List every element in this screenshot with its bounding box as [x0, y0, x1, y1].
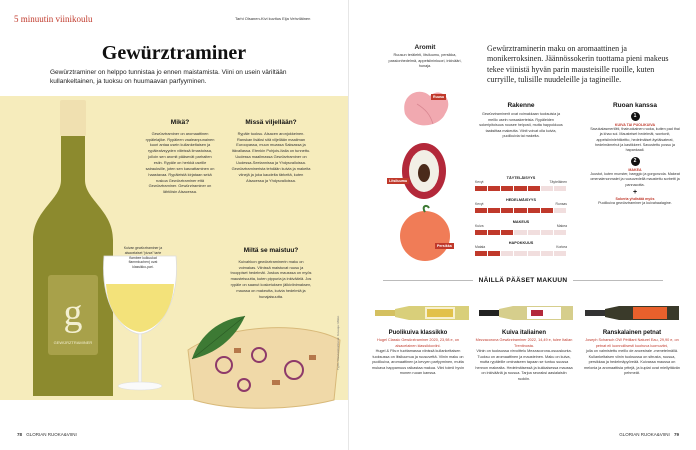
wine-bottle-3-image: [585, 304, 681, 322]
taste-scale-3: [475, 220, 567, 237]
taste-scale-high: Runsas: [555, 202, 567, 206]
wine-1-sub: Hugel Classic Gewürztraminer 2020, 23,98 e, on alsacelainen klassikkoviini.: [377, 338, 459, 348]
taste-scale-low: Kevyt: [475, 180, 484, 184]
wine-bottle-1-image: [375, 304, 471, 322]
plus-icon: +: [632, 188, 638, 196]
taste-scale-segment: [488, 251, 500, 256]
taste-scale-segment: [501, 208, 513, 213]
footer-left: [14, 432, 77, 437]
taste-scale-segment: [514, 208, 526, 213]
taste-scale-label: TÄYTELÄISYYS: [506, 176, 536, 180]
herb-leaves-illustration: [190, 314, 250, 364]
page-number-right: 79: [673, 432, 679, 437]
pairing-text-2: Juustot, kuten munster, baeggio ja gorgonzola. Makeat omenalenonmalet ja ruusuvedellä maustettu sorbetti ja pannacotta.: [590, 171, 680, 187]
taste-scale-segment: [554, 208, 566, 213]
wine-2-text: Viinin on tuoksussa virvoittelu Mezzacorona-osuuskunta. Tuoksu on aromaattinen ja mausteinen. Maku on kuiva, mutta rypäleille ominaiseen tapaan se tuntuu suussa hennon makealta. Hedelmäisessä ja kukkaisessa maussa on inkivääriä ja ruusua. Tarjoa seuraksi aasialaisiin ruokiin.: [475, 349, 573, 381]
taste-scale-segment: [528, 230, 540, 235]
wine-3-title: Ranskalainen petnat: [602, 330, 662, 336]
wine-3-sub: Joseph Scharsch OW Pétillant Naturel Eau, 29,90 e, on petnat eli luonnollisesti kuohuva luomuviini,: [585, 338, 679, 348]
taste-scale-segment: [501, 230, 513, 235]
taste-scale-segment: [528, 208, 540, 213]
pairing-category-1: KUIVA TAI PUOLIKUIVA: [614, 123, 656, 127]
wine-3-text: jolla on valmistettu meillo de ancestrale -menetelmällä. Kullankeltaisen viinin tuoksussa on sitrusta, ruusua, persikkaa ja hedelmäpyöreää. Kuivassa maussa on melonia ja aromaattisia yrttejä, ja kuplat ovat miellyttävän pehmeät.: [583, 349, 681, 375]
pull-quote: Gewürztraminerin maku on aromaattinen ja monikerroksinen. Jäännössokerin tuottama pieni makeus tekee viinistä hyvän parin mausteisille ruoille, kuten curryille, tulisille nuudeleille ja tagineille.: [487, 44, 669, 85]
taste-scale-segment: [554, 230, 566, 235]
section-kicker: 5 minuutin viinikoulu: [14, 14, 93, 24]
pairing-number-1: 1: [631, 112, 640, 121]
aroma-tag-rose: Ruusu: [433, 95, 445, 99]
taste-scale-low: Matala: [475, 245, 486, 249]
wine-recommendation-2: [475, 330, 573, 382]
aromit-section: [387, 44, 463, 70]
what-heading: Mikä?: [170, 119, 190, 126]
pairing-category-2: MAKEA: [628, 167, 642, 172]
pairing-text-1: Savukalasmerlötti, thairuokainen ruoka, kutien pad thai ja khao soi. Mausteiset hedelmät, wontonit, appelsiininlehtikeitto, hedelmäiset äyriäisaterat, hedelmämehut ja kastikkeet. Savustettu possu ja hapankaali.: [590, 127, 680, 153]
what-column: [145, 118, 215, 195]
taste-scale-segment: [475, 186, 487, 191]
wine-recommendation-1: [369, 330, 467, 377]
page-number-left: 78: [17, 432, 23, 437]
taste-scale-segment: [541, 208, 553, 213]
pairing-note: Kuivan gewürztraminer ja alsacelaiset ”pizza” tarte flambee kulkuukat flammkuchen) ovat klassikko-pari.: [123, 246, 163, 270]
taste-scale-segment: [528, 251, 540, 256]
taste-scale-ends: [475, 202, 567, 206]
pairing-last-text: Puolikuiva gewürztraminer ja kuivahaalagine.: [598, 200, 672, 205]
taste-text: Kuivahkon gewürztraminerin maku on voimakas. Viinissä maistuvat ruusu ja trooppiset hedelmät. Joskus mausssa on myös mausteisuutta, kuten pippuria ja inkivääriä. Jos rypäle on saanut kosketuksen jälkiviinimaksen, maussa on makeutta, kuivia hedelmiä ja hunajaisuutta.: [230, 258, 312, 299]
where-heading: Missä viljellään?: [245, 119, 297, 126]
food-pairing-heading: Ruoan kanssa: [612, 102, 658, 109]
taste-scale-4: [475, 241, 567, 258]
wine-2-sub: Mezzacorona Gewürztraminer 2022, 14,49 e, tulee Italian Trentinosta.: [475, 338, 573, 348]
lychee-illustration: [399, 140, 449, 202]
taste-column: [230, 246, 312, 300]
byline: Tarhi Olsanen-Kivi kuvitus Eija Vehviläinen: [235, 16, 311, 21]
taste-scale-segment: [528, 186, 540, 191]
taste-scale-segment: [488, 230, 500, 235]
where-column: [230, 118, 312, 183]
taste-scale-1: [475, 176, 567, 193]
taste-scale-segment: [514, 186, 526, 191]
wine-1-text: Hugel & Fils:n tuottamassa viinissä kullankeltaisen tuoksussa on litsiluumua ja ruusuvettä. Viinin maku on puolikuiva, aromaattinen ja kevyen parfyyminen, mutta mukava happamuus raikastaa makua. Viini toimii hyvin monen ruoan kanssa.: [371, 349, 465, 375]
taste-scale-segment: [514, 230, 526, 235]
aroma-tag-lychee: Litsiluumu: [389, 179, 408, 183]
bottle-letter: g: [63, 292, 83, 334]
taste-scale-label: HAPOKKUUS: [508, 241, 534, 245]
taste-scale-segment: [475, 230, 487, 235]
taste-scale-2: [475, 198, 567, 215]
rakenne-text: Gewürztraminerit ovat voimakkaan tuoksuisia ja meillo usein runsaskerteisia. Rypäleiden sokeripitoisuus nousee helposti, mutta happokkuus taaksittaa makeutta. Viinit voivat olla kuivia, puolikuivia tai makeita.: [479, 112, 563, 139]
footer-brand-right: GLORIAN RUOKA&VIINI: [619, 432, 670, 437]
taste-scale-segment: [541, 251, 553, 256]
rose-petal-illustration: [395, 84, 455, 134]
taste-scale-low: Kuiva: [475, 224, 484, 228]
footer-right: [619, 432, 682, 437]
taste-scale-segment: [554, 251, 566, 256]
bottle-label: GEWÜRZTRAMINER: [53, 340, 93, 345]
wine-recommendation-3: [583, 330, 681, 377]
rakenne-section: [477, 102, 565, 140]
taste-scale-track: [475, 251, 567, 256]
lead-text: Gewürztraminer on helppo tunnistaa jo ennen maistamista. Viini on usein väriltään kullankeltainen, ja tuoksu on huumaavan parfyyminen.: [50, 69, 287, 86]
taste-scale-track: [475, 208, 567, 213]
taste-scale-segment: [541, 186, 553, 191]
recommendations-banner: NÄILLÄ PÄÄSET MAKUUN: [349, 277, 696, 284]
pairing-plus-label: Sokeria yhdistää myös: [615, 196, 655, 201]
wine-bottle-2-image: [479, 304, 575, 322]
taste-scale-segment: [475, 208, 487, 213]
peach-illustration: [397, 204, 453, 262]
pairing-number-2: 2: [631, 157, 640, 166]
taste-scale-label: HEDELMÄISYYS: [506, 198, 536, 202]
taste-scale-segment: [554, 186, 566, 191]
taste-scale-ends: [475, 180, 567, 184]
taste-scale-track: [475, 230, 567, 235]
photo-credit: Tyylit / Raiviorekorikuvat: Kuvaaja: Mikko: [336, 315, 340, 370]
taste-scale-track: [475, 186, 567, 191]
taste-scale-segment: [501, 251, 513, 256]
taste-scale-ends: [475, 224, 567, 228]
footer-brand-left: GLORIAN RUOKA&VIINI: [26, 432, 77, 437]
taste-scale-label: MAKEUS: [512, 220, 530, 224]
right-page: [348, 0, 696, 450]
wine-glass-illustration: [100, 252, 180, 402]
wine-2-title: Kuiva italiainen: [501, 330, 546, 336]
taste-scale-segment: [501, 186, 513, 191]
aromit-text: Ruusun terälehti, litsiluumu, persikka, passionhedelmä, appelsiininkuori, inkivääri, hunaja.: [388, 53, 462, 69]
taste-scale-segment: [514, 251, 526, 256]
taste-scale-high: Korkea: [556, 245, 567, 249]
rakenne-heading: Rakenne: [507, 102, 535, 109]
taste-scale-segment: [488, 186, 500, 191]
taste-scale-segment: [541, 230, 553, 235]
wine-1-title: Puolikuiva klassikko: [388, 330, 448, 336]
what-text: Gewürztraminer on aromaattinen rypälelajike. Rypäleen vaaleanpunainen kuori antaa usein kullankeltaisen ja rypälealvsyyden viileissä ilmastoissa, jolloin sen aromit pääsevät parhaiten esiin. Rypäle on herkkä useille sairauksille, joten sen kasvattaminen on haastavaa. Rypäleistä kirjataan sekä ruskoa Gewürztraminer että Gewürztraminer. Gewürztraminer on lähtöisin Alsacessa.: [145, 130, 215, 195]
taste-scale-segment: [475, 251, 487, 256]
taste-heading: Miltä se maistuu?: [243, 247, 299, 254]
taste-scale-low: Kevyt: [475, 202, 484, 206]
food-pairing-section: [589, 102, 681, 206]
aroma-tag-peach: Persikka: [437, 244, 452, 248]
taste-scale-segment: [488, 208, 500, 213]
taste-scale-high: Makea: [556, 224, 567, 228]
taste-scale-ends: [475, 245, 567, 249]
page-title: Gewürztraminer: [101, 42, 247, 64]
where-text: Rypäle tuoksu. Alsacen aronjokkeinen. Ranskan lisäksi sitä viljellään maailman Euroopassa, muun muassa Saksassa ja Itävallassa. Etenkin Pohjois-Italia on tunnettu. Uudessa maailmassa Gewürztraminer on Uudessa-Seelannissa ja Yhdysvalloissa. Gewürztraminerista tehdään kuivia ja makeita viinejä ja joka kaudelta tärkeitä, kuten Alsacessa ja Yhdysvalloissa.: [231, 130, 311, 183]
aromit-heading: Aromit: [414, 44, 436, 51]
taste-scale-high: Täyteläinen: [549, 180, 567, 184]
